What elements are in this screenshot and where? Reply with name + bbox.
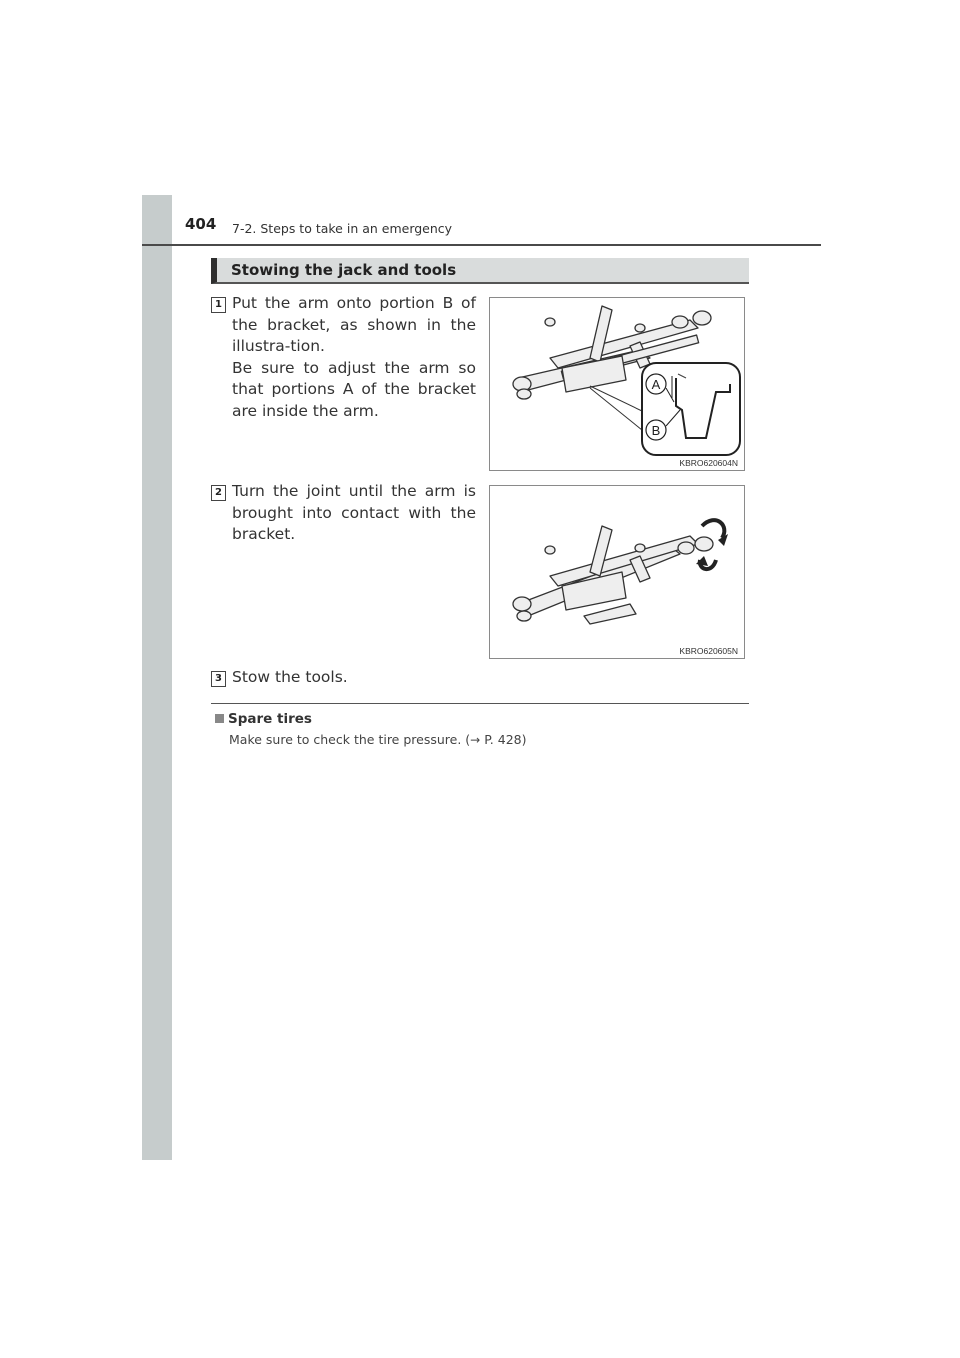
step-2-text: Turn the joint until the arm is brought into contact with the bracket.: [232, 482, 476, 543]
figure-1-code: KBRO620604N: [679, 458, 738, 468]
side-band: [142, 195, 172, 1160]
jack-illustration-1: [490, 298, 746, 472]
step-1-number: 1: [211, 297, 226, 313]
section-heading-bar: [211, 258, 749, 284]
header-rule: [142, 244, 821, 246]
step-3-text: Stow the tools.: [232, 668, 348, 686]
figure-2-code: KBRO620605N: [679, 646, 738, 656]
label-a: A: [651, 377, 661, 392]
note-heading: [215, 711, 312, 727]
step-1-detail: Be sure to adjust the arm so that portions A of the bracket are inside the arm.: [232, 358, 476, 420]
note-body: [229, 732, 526, 747]
note-heading-text: Spare tires: [228, 711, 312, 727]
page-number: 404: [185, 215, 217, 233]
note-body-text: Make sure to check the tire pressure. (: [229, 732, 471, 747]
jack-illustration-2: [490, 486, 746, 660]
step-1-text: [232, 293, 476, 422]
step-2-number: 2: [211, 485, 226, 501]
square-bullet-icon: [215, 714, 224, 723]
figure-jack-bracket: [489, 297, 745, 471]
running-head: 7-2. Steps to take in an emergency: [232, 221, 453, 236]
step-1-instruction: Put the arm onto portion B of the bracket, as shown in the illustra-tion.: [232, 294, 476, 355]
step-3-number: 3: [211, 671, 226, 687]
note-rule: [211, 703, 749, 704]
figure-jack-turn: [489, 485, 745, 659]
page-reference-link[interactable]: P. 428): [480, 732, 527, 747]
label-b: B: [651, 423, 661, 438]
arrow-right-icon: →: [470, 733, 481, 747]
section-title: Stowing the jack and tools: [231, 261, 457, 279]
